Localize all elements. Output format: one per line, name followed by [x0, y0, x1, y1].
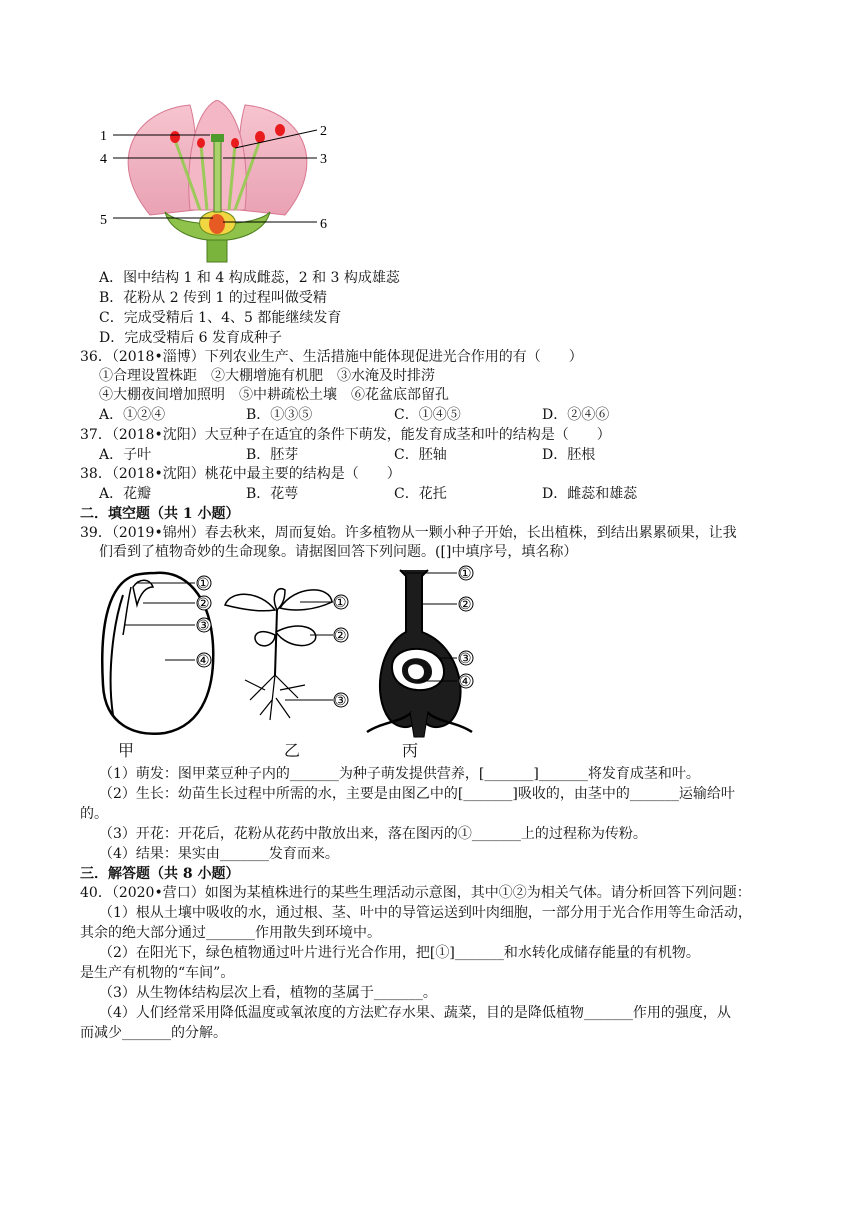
pistil-label-3: ③ — [459, 652, 472, 667]
flower-label-5: 5 — [100, 213, 107, 228]
q36-items-2: ④大棚夜间增加照明 ⑤中耕疏松土壤 ⑥花盆底部留孔 — [99, 387, 449, 403]
q40-part-4a: （4）人们经常采用降低温度或氧浓度的方法贮存水果、蔬菜，目的是降低植物_______作用的强度，从 — [99, 1005, 731, 1021]
q40-part-3: （3）从生物体结构层次上看，植物的茎属于_______。 — [99, 985, 437, 1001]
q35-option-b: B．花粉从 2 传到 1 的过程叫做受精 — [99, 290, 327, 306]
q40-part-1b: 其余的绝大部分通过_______作用散失到环境中。 — [80, 925, 381, 941]
q38-option-a: A．花瓣 — [99, 486, 152, 502]
q40-stem: 40．（2020•营口）如图为某植株进行的某些生理活动示意图，其中①②为相关气体。请分析回答下列问题： — [80, 885, 751, 901]
q37-option-b: B．胚芽 — [246, 447, 299, 463]
q36-stem: 36．（2018•淄博）下列农业生产、生活措施中能体现促进光合作用的有（ ） — [80, 349, 583, 365]
seedling-label-2: ② — [334, 629, 347, 644]
q36-items-1: ①合理设置株距 ②大棚增施有机肥 ③水淹及时排涝 — [99, 368, 435, 384]
flower-diagram — [95, 100, 340, 265]
pistil-label-2: ② — [459, 598, 472, 613]
q38-option-b: B．花萼 — [246, 486, 299, 502]
q38-option-c: C．花托 — [394, 486, 447, 502]
q36-option-d: D．②④⑥ — [542, 407, 610, 423]
flower-label-6: 6 — [320, 217, 327, 232]
pistil-label-4: ④ — [459, 675, 472, 690]
q36-option-a: A．①②④ — [99, 407, 166, 423]
section-2-heading: 二．填空题（共 1 小题） — [80, 506, 240, 522]
caption-yi: 乙 — [284, 743, 301, 760]
q35-option-c: C．完成受精后 1、4、5 都能继续发育 — [99, 310, 342, 326]
q37-option-a: A．子叶 — [99, 447, 152, 463]
caption-bing: 丙 — [402, 743, 419, 760]
q37-stem: 37．（2018•沈阳）大豆种子在适宜的条件下萌发，能发育成茎和叶的结构是（ ） — [80, 427, 611, 443]
q39-part-2a: （2）生长：幼苗生长过程中所需的水，主要是由图乙中的[_______]吸收的，由茎中的_______运输给叶 — [99, 786, 735, 802]
flower-label-2: 2 — [320, 124, 327, 139]
seedling-figure — [220, 580, 355, 725]
q36-option-c: C．①④⑤ — [394, 407, 461, 423]
q36-option-b: B．①③⑤ — [246, 407, 313, 423]
q39-part-1: （1）萌发：图甲菜豆种子内的_______为种子萌发提供营养，[_______]_______将发育成茎和叶。 — [99, 766, 700, 782]
flower-label-4: 4 — [100, 152, 107, 167]
q39-stem-1: 39．（2019•锦州）春去秋来，周而复始。许多植物从一颗小种子开始，长出植株，到结出累累硕果，让我 — [80, 525, 737, 541]
seed-label-4: ④ — [197, 654, 210, 669]
seed-label-1: ① — [197, 577, 210, 592]
q38-option-d: D．雌蕊和雄蕊 — [542, 486, 638, 502]
seedling-label-3: ③ — [334, 694, 347, 709]
q40-part-2b: 是生产有机物的“车间”。 — [80, 965, 235, 981]
q35-option-a: A．图中结构 1 和 4 构成雌蕊，2 和 3 构成雄蕊 — [99, 270, 400, 286]
pistil-figure — [362, 562, 482, 742]
q37-option-d: D．胚根 — [542, 447, 596, 463]
q40-part-4b: 而减少_______的分解。 — [80, 1025, 227, 1041]
bean-seed-figure — [95, 565, 225, 740]
section-3-heading: 三．解答题（共 8 小题） — [80, 866, 240, 882]
pistil-label-1: ① — [459, 567, 472, 582]
q37-option-c: C．胚轴 — [394, 447, 447, 463]
q39-stem-2: 们看到了植物奇妙的生命现象。请据图回答下列问题。([]中填序号，填名称） — [99, 544, 578, 560]
q35-option-d: D．完成受精后 6 发育成种子 — [99, 330, 283, 346]
q40-part-2a: （2）在阳光下，绿色植物通过叶片进行光合作用，把[①]_______和水转化成储存能量的有机物。 — [99, 945, 700, 961]
q39-part-2b: 的。 — [80, 806, 108, 822]
flower-label-3: 3 — [320, 152, 327, 167]
seed-label-3: ③ — [197, 619, 210, 634]
flower-label-1: 1 — [100, 129, 107, 144]
q40-part-1a: （1）根从土壤中吸收的水，通过根、茎、叶中的导管运送到叶肉细胞，一部分用于光合作用等生命活动， — [99, 905, 752, 921]
caption-jia: 甲 — [118, 743, 135, 760]
seedling-label-1: ① — [334, 596, 347, 611]
seed-label-2: ② — [197, 597, 210, 612]
q38-stem: 38．（2018•沈阳）桃花中最主要的结构是（ ） — [80, 466, 401, 482]
q39-part-4: （4）结果：果实由_______发育而来。 — [99, 846, 339, 862]
q39-part-3: （3）开花：开花后，花粉从花药中散放出来，落在图丙的①_______上的过程称为传粉。 — [99, 826, 647, 842]
